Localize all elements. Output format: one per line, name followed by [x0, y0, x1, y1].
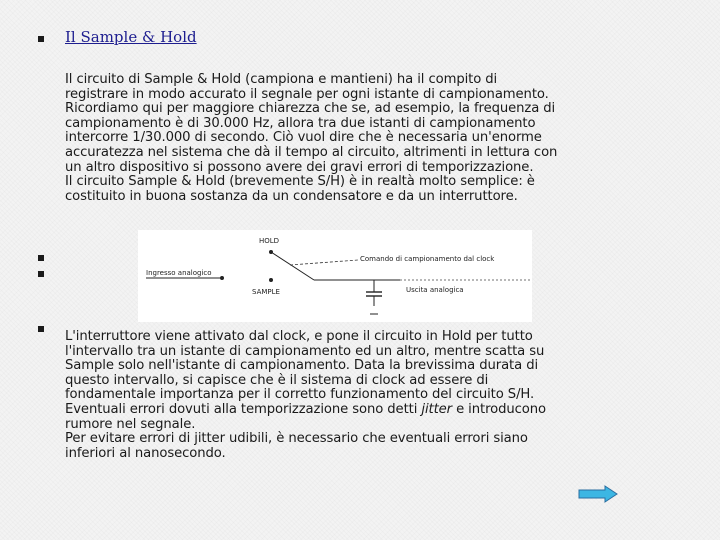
label-clock: Comando di campionamento dal clock — [360, 255, 495, 263]
text-line: Ricordiamo qui per maggiore chiarezza che se, ad esempio, la frequenza di — [65, 101, 556, 117]
text-line: costituito in buona sostanza da un condensatore e da un interruttore. — [65, 188, 518, 204]
clock-link-dashed — [290, 260, 358, 265]
text-line: Per evitare errori di jitter udibili, è necessario che eventuali errori siano — [65, 431, 528, 447]
text-line: L'interruttore viene attivato dal clock, e pone il circuito in Hold per tutto — [65, 329, 533, 344]
text-segment: Eventuali errori dovuti alla temporizzazione sono detti — [65, 401, 422, 417]
text-segment: e introducono — [451, 401, 546, 417]
sample-contact-dot — [269, 278, 273, 282]
intro-paragraph — [65, 73, 680, 204]
text-line: inferiori al nanosecondo. — [65, 445, 226, 461]
text-line: Il circuito di Sample & Hold (campiona e mantieni) ha il compito di — [65, 72, 498, 87]
input-contact-dot — [220, 276, 224, 280]
text-line: un altro dispositivo si possono avere dei gravi errori di temporizzazione. — [65, 159, 534, 175]
right-arrow-icon — [578, 485, 618, 503]
switch-arm — [271, 252, 314, 280]
next-slide-button[interactable] — [578, 485, 618, 503]
bullet-square-icon — [38, 271, 44, 277]
label-input: Ingresso analogico — [146, 269, 212, 277]
text-line: campionamento è di 30.000 Hz, allora tra due istanti di campionamento — [65, 115, 536, 131]
text-line: Sample solo nell'istante di campionamento. Data la brevissima durata di — [65, 358, 539, 374]
slide-title-link[interactable]: Il Sample & Hold — [65, 28, 197, 46]
bullet-square-icon — [38, 326, 44, 332]
text-line: intercorre 1/30.000 di secondo. Ciò vuol dire che è necessaria un'enorme — [65, 130, 542, 146]
bullet-square-icon — [38, 255, 44, 261]
text-line: accuratezza nel sistema che dà il tempo al circuito, altrimenti in lettura con — [65, 144, 558, 160]
text-line: fondamentale importanza per il corretto funzionamento del circuito S/H. — [65, 387, 535, 403]
text-line: l'intervallo tra un istante di campionamento ed un altro, mentre scatta su — [65, 343, 545, 359]
bullet-square-icon — [38, 36, 44, 42]
text-line: registrare in modo accurato il segnale per ogni istante di campionamento. — [65, 86, 549, 102]
switch-paragraph — [65, 330, 680, 461]
jitter-term: jitter — [421, 401, 452, 417]
text-line: Il circuito Sample & Hold (brevemente S/H) è in realtà molto semplice: è — [65, 174, 535, 190]
label-sample: SAMPLE — [252, 288, 280, 296]
text-line: rumore nel segnale. — [65, 416, 196, 432]
text-line: questo intervallo, si capisce che è il sistema di clock ad essere di — [65, 372, 489, 388]
label-hold: HOLD — [259, 237, 280, 245]
label-output: Uscita analogica — [406, 286, 464, 294]
sample-hold-circuit-diagram — [138, 230, 532, 322]
text-line-jitter — [65, 403, 680, 418]
